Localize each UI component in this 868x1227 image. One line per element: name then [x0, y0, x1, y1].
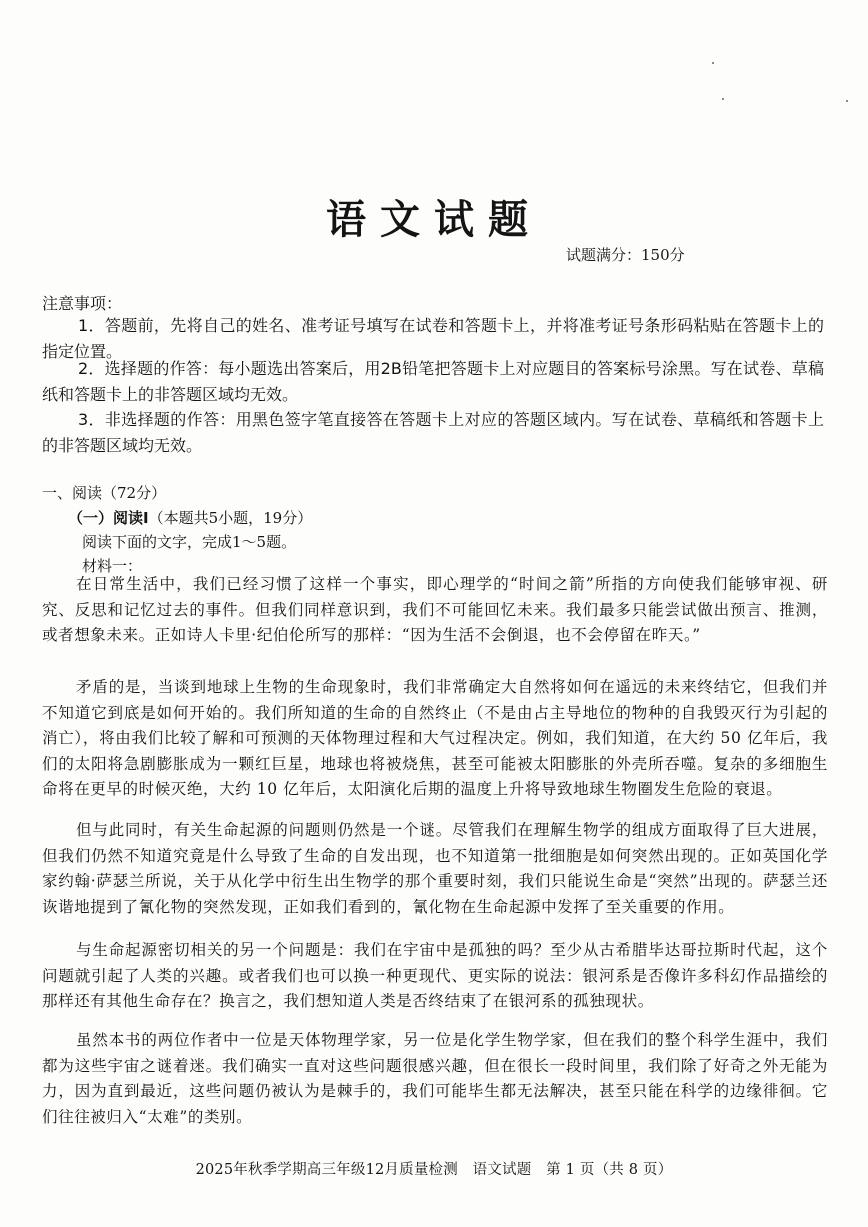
body-paragraph: 矛盾的是，当谈到地球上生物的生命现象时，我们非常确定大自然将如何在遥远的未来终结它，但我们并不知道它到底是如何开始的。我们所知道的生命的自然终止（不是由占主导地位的物种的自我毁灭行为引起的消亡），将由我们比较了解和可预测的天体物理过程和大气过程决定。例如，我们知道，在大约 50 亿年后，我们的太阳将急剧膨胀成为一颗红巨星，地球也将被烧焦，甚至可能被太阳膨胀的外壳所吞噬。复杂的多细胞生命将在更早的时候灭绝，大约 10 亿年后，太阳演化后期的温度上升将导致地球生物圈发生危险的衰退。	[42, 678, 828, 799]
sub-heading	[68, 507, 312, 528]
reading-instruction: 阅读下面的文字，完成1～5题。	[82, 533, 297, 551]
scan-speck	[846, 100, 848, 102]
exam-title: 语文试题	[326, 197, 542, 243]
scan-speck	[712, 62, 714, 64]
notice-item: 2．选择题的作答：每小题选出答案后，用2B铅笔把答题卡上对应题目的答案标号涂黑。写在试卷、草稿纸和答题卡上的非答题区域均无效。	[42, 359, 824, 404]
body-paragraph: 在日常生活中，我们已经习惯了这样一个事实，即心理学的“时间之箭”所指的方向使我们能够审视、研究、反思和记忆过去的事件。但我们同样意识到，我们不可能回忆未来。我们最多只能尝试做出预言、推测，或者想象未来。正如诗人卡里·纪伯伦所写的那样：“因为生活不会倒退，也不会停留在昨天。”	[42, 575, 828, 645]
sub-heading-label: （一）阅读Ⅰ	[68, 509, 149, 527]
scan-speck	[722, 98, 724, 100]
page-footer: 2025年秋季学期高三年级12月质量检测 语文试题 第 1 页（共 8 页）	[195, 1162, 673, 1178]
body-paragraph: 但与此同时，有关生命起源的问题则仍然是一个谜。尽管我们在理解生物学的组成方面取得了巨大进展，但我们仍然不知道究竟是什么导致了生命的自发出现，也不知道第一批细胞是如何突然出现的。正如英国化学家约翰·萨瑟兰所说，关于从化学中衍生出生物学的那个重要时刻，我们只能说生命是“突然”出现的。萨瑟兰还诙谐地提到了氰化物的突然发现，正如我们看到的，氰化物在生命起源中发挥了至关重要的作用。	[42, 821, 828, 916]
section-heading: 一、阅读（72分）	[42, 484, 167, 502]
body-paragraph: 与生命起源密切相关的另一个问题是：我们在宇宙中是孤独的吗？至少从古希腊毕达哥拉斯时代起，这个问题就引起了人类的兴趣。或者我们也可以换一种更现代、更实际的说法：银河系是否像许多科幻作品描绘的那样还有其他生命存在？换言之，我们想知道人类是否终结束了在银河系的孤独现状。	[42, 941, 828, 1011]
body-paragraph: 虽然本书的两位作者中一位是天体物理学家，另一位是化学生物学家，但在我们的整个科学生涯中，我们都为这些宇宙之谜着迷。我们确实一直对这些问题很感兴趣，但在很长一段时间里，我们除了好奇之外无能为力，因为直到最近，这些问题仍被认为是棘手的，我们可能毕生都无法解决，甚至只能在科学的边缘徘徊。它们往往被归入“太难”的类别。	[42, 1031, 828, 1126]
sub-heading-detail: （本题共5小题，19分）	[148, 509, 313, 527]
material-label: 材料一：	[82, 557, 143, 575]
full-score: 试题满分：150分	[566, 246, 685, 264]
notice-item: 3．非选择题的作答：用黑色签字笔直接答在答题卡上对应的答题区域内。写在试卷、草稿纸和答题卡上的非答题区域均无效。	[42, 410, 824, 455]
notice-heading: 注意事项：	[42, 294, 123, 313]
notice-item: 1．答题前，先将自己的姓名、准考证号填写在试卷和答题卡上，并将准考证号条形码粘贴在答题卡上的指定位置。	[42, 316, 824, 361]
